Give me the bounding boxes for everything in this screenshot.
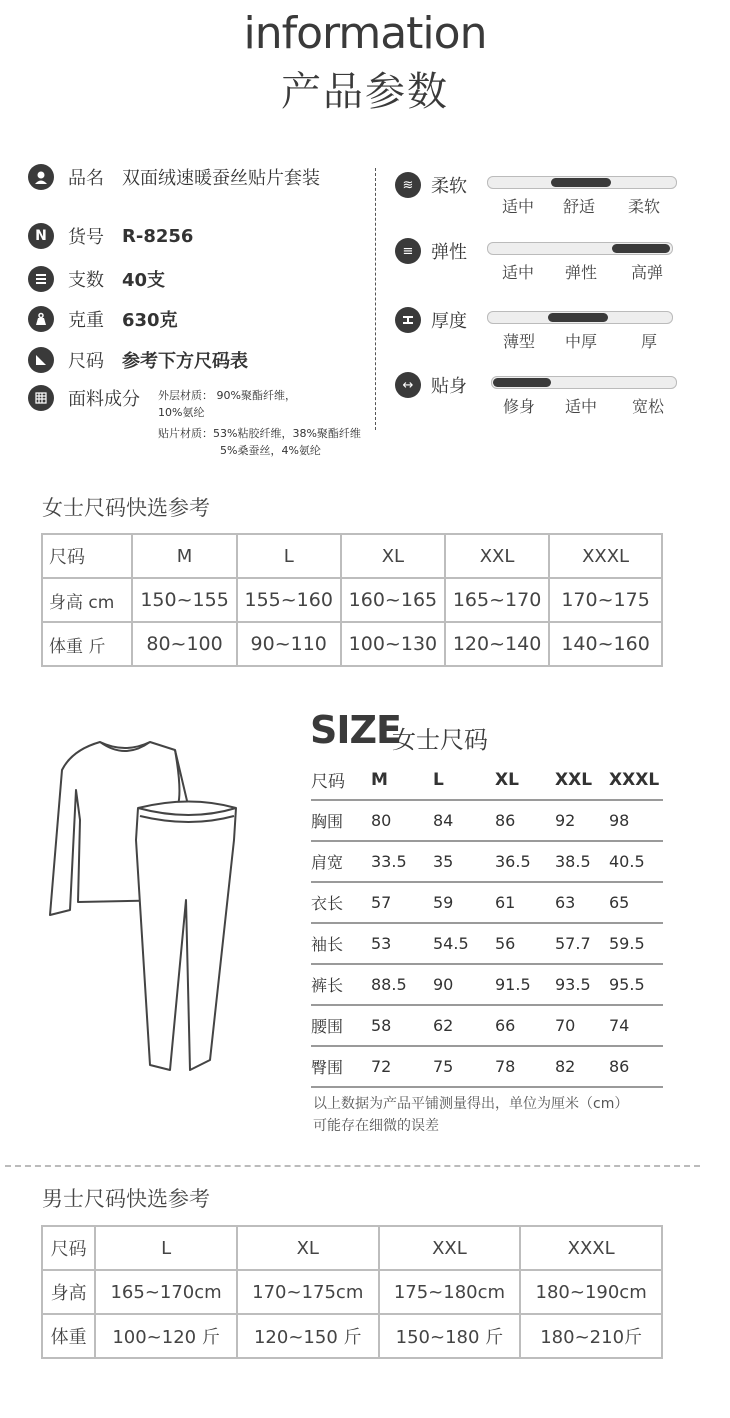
table-cell: 57 (371, 882, 433, 923)
spec-item-no-label: 货号 (68, 227, 104, 248)
spec-count-label: 支数 (68, 270, 104, 291)
spec-weight-value: 630克 (122, 310, 178, 331)
table-cell: 140~160 (549, 622, 662, 666)
table-cell: 62 (433, 1005, 495, 1046)
feel-elasticity (395, 236, 695, 296)
table-cell: 88.5 (371, 964, 433, 1005)
table-cell: 92 (555, 800, 609, 841)
table-cell: 38.5 (555, 841, 609, 882)
table-cell: 33.5 (371, 841, 433, 882)
spec-count-row (28, 264, 165, 294)
table-cell: 150~155 (132, 578, 236, 622)
table-cell: 75 (433, 1046, 495, 1087)
table-row (42, 1226, 662, 1270)
n-badge-icon: N (28, 223, 54, 249)
table-cell: 160~165 (341, 578, 445, 622)
table-cell: 82 (555, 1046, 609, 1087)
feel-thickness-label: 厚度 (431, 311, 467, 332)
table-cell: 65 (609, 882, 663, 923)
table-cell: 100~130 (341, 622, 445, 666)
table-row (42, 1314, 662, 1358)
spring-icon: ≡ (395, 238, 421, 264)
table-cell: XL (341, 534, 445, 578)
feel-fit (395, 370, 695, 430)
table-cell: 180~190cm (520, 1270, 662, 1314)
table-cell: 40.5 (609, 841, 663, 882)
thickness-track (487, 311, 673, 324)
table-cell: 57.7 (555, 923, 609, 964)
spec-size-row (28, 345, 248, 375)
table-cell: 36.5 (495, 841, 555, 882)
fabric-patch-line1: 贴片材质：53%粘胶纤维，38%聚酯纤维 (158, 427, 361, 440)
elasticity-tick-3: 高弹 (631, 263, 664, 282)
table-cell: 尺码 (42, 534, 132, 578)
table-cell: M (132, 534, 236, 578)
table-cell: 尺码 (42, 1226, 95, 1270)
weight-icon (28, 306, 54, 332)
table-cell: M (371, 760, 433, 800)
table-cell: 84 (433, 800, 495, 841)
thickness-indicator (548, 313, 608, 322)
table-cell: 170~175cm (237, 1270, 379, 1314)
table-cell: 70 (555, 1005, 609, 1046)
table-cell: 98 (609, 800, 663, 841)
table-row (311, 882, 663, 923)
table-cell: 61 (495, 882, 555, 923)
spec-size-label: 尺码 (68, 351, 104, 372)
garment-sketch (40, 730, 250, 1075)
table-cell: 身高 (42, 1270, 95, 1314)
table-row (311, 964, 663, 1005)
table-cell: 93.5 (555, 964, 609, 1005)
body-fit-icon: ↔ (395, 372, 421, 398)
ruler-triangle-icon (28, 347, 54, 373)
table-cell: 54.5 (433, 923, 495, 964)
softness-tick-2: 舒适 (563, 197, 596, 216)
spec-name-label: 品名 (68, 168, 104, 189)
thickness-tick-2: 中厚 (565, 332, 598, 351)
table-cell: XL (237, 1226, 379, 1270)
steam-icon: ≋ (395, 172, 421, 198)
table-cell: 78 (495, 1046, 555, 1087)
table-cell: 120~140 (445, 622, 549, 666)
table-cell: 56 (495, 923, 555, 964)
table-cell: 衣长 (311, 882, 371, 923)
softness-track (487, 176, 677, 189)
thickness-tick-1: 薄型 (503, 332, 536, 351)
fabric-outer-line1: 外层材质： 90%聚酯纤维， (158, 389, 296, 402)
feel-softness (395, 170, 695, 230)
table-cell: 165~170 (445, 578, 549, 622)
table-cell: 90~110 (237, 622, 341, 666)
table-cell: 165~170cm (95, 1270, 237, 1314)
spec-weight-row (28, 304, 178, 334)
men-quick-title: 男士尺码快选参考 (42, 1187, 210, 1211)
table-cell: L (95, 1226, 237, 1270)
softness-tick-1: 适中 (502, 197, 535, 216)
fabric-grid-icon (28, 385, 54, 411)
elasticity-indicator (612, 244, 670, 253)
spec-fabric-label: 面料成分 (68, 389, 140, 410)
layers-icon (395, 307, 421, 333)
table-cell: 35 (433, 841, 495, 882)
table-cell: 100~120 斤 (95, 1314, 237, 1358)
spec-item-no-row (28, 221, 193, 251)
table-row (311, 1046, 663, 1087)
spec-fabric-row (28, 383, 146, 413)
spool-icon (28, 266, 54, 292)
softness-indicator (551, 178, 611, 187)
spec-name-value: 双面绒速暖蚕丝贴片套装 (122, 168, 320, 189)
fabric-outer-line2: 10%氨纶 (158, 406, 205, 419)
table-cell: 58 (371, 1005, 433, 1046)
feel-softness-label: 柔软 (431, 176, 467, 197)
table-cell: XXXL (520, 1226, 662, 1270)
divider-horizontal (5, 1165, 700, 1167)
thickness-tick-3: 厚 (641, 332, 658, 351)
spec-item-no-value: R-8256 (122, 225, 194, 247)
fit-indicator (493, 378, 551, 387)
table-row (311, 841, 663, 882)
table-cell: XXL (555, 760, 609, 800)
table-row (311, 760, 663, 800)
fit-track (491, 376, 677, 389)
table-cell: 袖长 (311, 923, 371, 964)
table-cell: XXL (445, 534, 549, 578)
size-note-1: 以上数据为产品平铺测量得出，单位为厘米（cm） (313, 1096, 629, 1112)
table-cell: L (237, 534, 341, 578)
table-row (42, 534, 662, 578)
elasticity-tick-2: 弹性 (565, 263, 598, 282)
table-cell: 95.5 (609, 964, 663, 1005)
softness-tick-3: 柔软 (628, 197, 661, 216)
elasticity-track (487, 242, 673, 255)
table-cell: 86 (609, 1046, 663, 1087)
table-cell: 63 (555, 882, 609, 923)
table-cell: 胸围 (311, 800, 371, 841)
spec-size-value: 参考下方尺码表 (122, 351, 248, 372)
fit-tick-3: 宽松 (632, 397, 665, 416)
table-cell: 155~160 (237, 578, 341, 622)
table-row (311, 923, 663, 964)
header-title-en: information (243, 8, 487, 59)
men-quick-table (41, 1225, 663, 1359)
table-row (311, 1005, 663, 1046)
table-row (42, 578, 662, 622)
table-cell: 170~175 (549, 578, 662, 622)
fit-tick-2: 适中 (565, 397, 598, 416)
table-cell: 180~210斤 (520, 1314, 662, 1358)
table-cell: 身高 cm (42, 578, 132, 622)
table-row (311, 800, 663, 841)
table-cell: 体重 (42, 1314, 95, 1358)
table-cell: 裤长 (311, 964, 371, 1005)
table-cell: 59.5 (609, 923, 663, 964)
table-cell: 53 (371, 923, 433, 964)
table-cell: 72 (371, 1046, 433, 1087)
feel-fit-label: 贴身 (431, 376, 467, 397)
feel-thickness (395, 305, 695, 365)
table-cell: 90 (433, 964, 495, 1005)
table-cell: XXXL (609, 760, 663, 800)
table-row (42, 622, 662, 666)
table-cell: 66 (495, 1005, 555, 1046)
fabric-patch-line2: 5%桑蚕丝，4%氨纶 (220, 444, 321, 457)
women-quick-title: 女士尺码快选参考 (42, 496, 210, 520)
spec-weight-label: 克重 (68, 310, 104, 331)
table-cell: XL (495, 760, 555, 800)
size-title-en: SIZE (310, 708, 402, 752)
women-quick-table (41, 533, 663, 667)
spec-count-value: 40支 (122, 270, 166, 291)
table-cell: 150~180 斤 (379, 1314, 521, 1358)
table-cell: 91.5 (495, 964, 555, 1005)
size-note-2: 可能存在细微的误差 (313, 1118, 439, 1134)
table-cell: XXXL (549, 534, 662, 578)
fit-tick-1: 修身 (503, 397, 536, 416)
table-cell: 臀围 (311, 1046, 371, 1087)
feel-elasticity-label: 弹性 (431, 242, 467, 263)
table-cell: 80 (371, 800, 433, 841)
table-cell: 腰围 (311, 1005, 371, 1046)
table-cell: 80~100 (132, 622, 236, 666)
table-cell: XXL (379, 1226, 521, 1270)
size-title-cn: 女士尺码 (392, 726, 488, 754)
table-cell: 59 (433, 882, 495, 923)
table-cell: L (433, 760, 495, 800)
table-cell: 74 (609, 1005, 663, 1046)
table-cell: 肩宽 (311, 841, 371, 882)
size-chart-table (311, 760, 663, 1088)
divider-vertical (375, 168, 376, 430)
table-row (42, 1270, 662, 1314)
table-cell: 体重 斤 (42, 622, 132, 666)
table-cell: 175~180cm (379, 1270, 521, 1314)
spec-name-row (28, 162, 320, 192)
table-cell: 120~150 斤 (237, 1314, 379, 1358)
table-cell: 尺码 (311, 760, 371, 800)
table-cell: 86 (495, 800, 555, 841)
header-title-cn: 产品参数 (281, 69, 449, 115)
elasticity-tick-1: 适中 (502, 263, 535, 282)
person-icon (28, 164, 54, 190)
